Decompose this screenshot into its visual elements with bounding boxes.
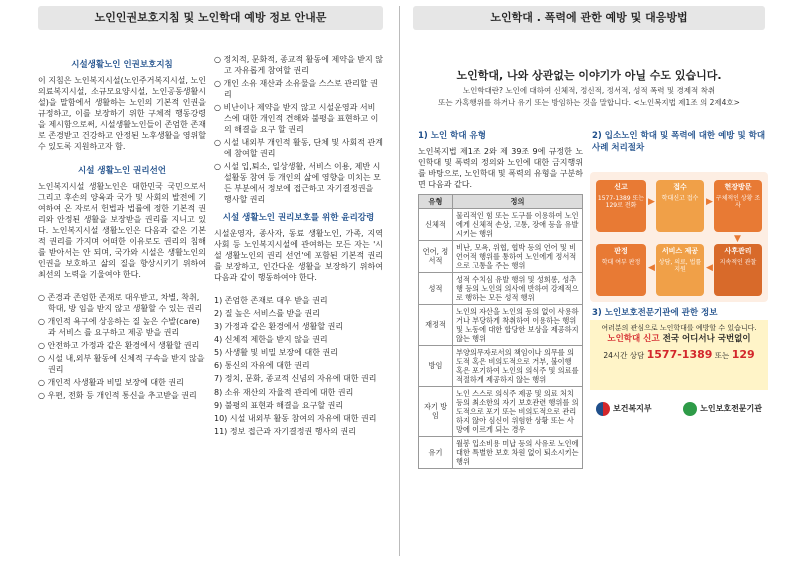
table-row <box>419 386 583 436</box>
arrow-down-icon: ▼ <box>734 234 741 244</box>
list-item: 9) 불평의 표현과 해결을 요구할 권리 <box>214 400 344 410</box>
headline: 노인학대, 나와 상관없는 이야기가 아닐 수도 있습니다. <box>456 69 722 82</box>
section-heading-procedure: 2) 입소노인 학대 및 폭력에 대한 예방 및 학대 사례 처리절차 <box>592 131 766 153</box>
arrow-right-icon: ▶ <box>648 197 655 207</box>
right-column-1 <box>418 127 583 469</box>
flow-step-desc: 상담, 의료, 법률 지원 <box>658 258 702 273</box>
abuse-type: 유기 <box>419 436 453 468</box>
abuse-type: 성적 <box>419 272 453 304</box>
list-item: 8) 소유 재산의 자율적 관리에 대한 권리 <box>214 387 354 397</box>
promo-report-label: 노인학대 신고 <box>607 333 660 344</box>
right-column-2 <box>592 127 768 157</box>
table-row <box>419 304 583 345</box>
promo-line-2 <box>590 334 768 346</box>
hotline-number-1: 1577-1389 <box>646 348 713 362</box>
table-row <box>419 345 583 386</box>
flow-step-desc: 학대 여부 판정 <box>601 258 641 266</box>
list-item: 2) 질 높은 서비스를 받을 권리 <box>214 309 320 319</box>
abuse-definition: 노인의 자산을 노인의 동의 없이 사용하거나 부당하게 착취하여 이용하는 행위 및 노동에 대한 합당한 보상을 제공하지 않는 행위 <box>453 304 583 345</box>
flow-step-service <box>656 244 704 296</box>
abuse-definition: 비난, 모욕, 위협, 협박 등의 언어 및 비언어적 행위를 통하여 노인에게 정서적으로 고통을 주는 행위 <box>453 240 583 272</box>
rights-declaration-text: 노인복지시설 생활노인은 대한민국 국민으로서 그리고 후손의 양육과 국가 및 사회의 발전에 기여하여 온 자로서 헌법과 법률에 정한 기본적 권리와 안정된 생활을 보장받을 권리를 지니고 있다. 노인복지시설 생활노인은 다음과 같은 기본적 권리를 가지며 어떠한 이유로도 권리의 침해를 받아서는 안 되며, 국가와 시설은 생활노인의 인권을 보호하고 삶의 질을 향상시키기 위하여 최선의 노력을 기울여야 한다. <box>38 181 206 279</box>
logo-row <box>590 392 768 426</box>
flow-step-label: 현장방문 <box>724 183 752 191</box>
promo-anywhere: 전국 어디서나 국번없이 <box>659 333 751 344</box>
abuse-type: 언어, 정서적 <box>419 240 453 272</box>
rights-list-a <box>38 292 206 401</box>
list-item: 10) 시설 내외부 활동 참여의 자유에 대한 권리 <box>214 413 377 423</box>
abuse-type: 자기 방임 <box>419 386 453 436</box>
section-heading-guideline: 시설생활노인 인권보호지침 <box>71 60 173 70</box>
list-item: ○ 시설 내,외부 활동에 신체적 구속을 받지 않을 권리 <box>38 354 205 375</box>
flow-step-label: 사후관리 <box>724 247 752 255</box>
promo-line-3 <box>590 347 768 362</box>
abuse-types-table <box>418 194 583 469</box>
procedure-flowchart <box>590 172 768 302</box>
list-item: 4) 신체적 제한을 받지 않을 권리 <box>214 335 328 345</box>
list-item: ○ 안전하고 가정과 같은 환경에서 생활할 권리 <box>38 341 200 351</box>
arrow-left-icon: ◀ <box>706 263 713 273</box>
flow-step-report <box>596 180 646 232</box>
hotline-promo <box>590 320 768 390</box>
list-item: 1) 존엄한 존재로 대우 받을 권리 <box>214 296 328 306</box>
agency-emblem-icon <box>683 402 697 416</box>
table-header-row <box>419 194 583 208</box>
section-heading-rights-declaration: 시설 생활노인 권리선언 <box>77 165 167 176</box>
abuse-type: 방임 <box>419 345 453 386</box>
promo-line-1: 여러분의 관심으로 노인학대를 예방할 수 있습니다. <box>601 324 757 332</box>
left-column-1 <box>38 56 206 403</box>
list-item: 3) 가정과 같은 환경에서 생활할 권리 <box>214 322 344 332</box>
ministry-emblem-icon <box>596 402 610 416</box>
agency-logo <box>683 402 762 416</box>
flow-step-desc: 구체적인 상황 조사 <box>715 194 761 209</box>
list-item: 5) 사생활 및 비밀 보장에 대한 권리 <box>214 348 338 358</box>
list-item: ○ 존경과 존엄한 존재로 대우받고, 차별, 착취, 학대, 방 임을 받지 않고 생활할 수 있는 권리 <box>38 292 203 313</box>
list-item: 6) 통신의 자유에 대한 권리 <box>214 361 310 371</box>
flow-step-label: 접수 <box>673 183 687 191</box>
section-heading-abuse-types: 1) 노인 학대 유형 <box>418 131 486 141</box>
list-item: ○ 개인 소유 재산과 소유물을 스스로 관리할 권리 <box>214 79 378 100</box>
abuse-types-intro: 노인복지법 제1조 2와 제 39조 9에 규정한 노인학대 및 폭력의 정의와 노인에 대한 금지행위를 바탕으로, 노인학대 및 폭력의 유형을 구분하면 다음과 같다. <box>418 146 583 189</box>
guideline-text: 이 지침은 노인복지시설(노인주거복지시설, 노인의료복지시설, 소규모요양시설, 노인공동생활시설)을 말함에서 생활하는 노인의 기본적 인권을 규정하고, 이를 보장하기 위한 구체적 행동강령을 제시함으로써, 시설생활노인들이 존엄한 존재로 존경받고 건강하고 안정된 노후생활을 영위할 수 있도록 지원하고자 함. <box>38 75 206 151</box>
table-header: 유형 <box>419 194 453 208</box>
flow-step-intake <box>656 180 704 232</box>
intro-line-2: 또는 가혹행위를 하거나 유기 또는 방임하는 것을 말합니다. <노인복지법 제1조 의 2제4호> <box>438 97 740 107</box>
table-row <box>419 240 583 272</box>
flow-step-desc: 학대신고 접수 <box>661 194 699 202</box>
abuse-definition: 월봉 입소비용 미납 등의 사유로 노인에 대한 특별한 보호 차원 없이 퇴소시키는 행위 <box>453 436 583 468</box>
table-row <box>419 272 583 304</box>
list-item: ○ 시설 입,퇴소, 일상생활, 서비스 이용, 제반 시설활동 참여 등 개인의 삶에 영향을 미치는 모든 부분에서 정보에 접근하고 자기결정권을 행사할 권리 <box>214 162 381 205</box>
flow-step-follow-up <box>714 244 762 296</box>
list-item: ○ 정치적, 문화적, 종교적 활동에 제약을 받지 않고 자유롭게 참여할 권리 <box>214 55 383 76</box>
left-column-2 <box>214 54 383 439</box>
ministry-logo <box>596 402 652 416</box>
arrow-left-icon: ◀ <box>648 263 655 273</box>
left-page-title: 노인인권보호지침 및 노인학대 예방 정보 안내문 <box>38 6 383 30</box>
agency-name: 노인보호전문기관 <box>700 404 762 414</box>
abuse-definition: 부양의무자로서의 책임이나 의무를 의도적 혹은 비의도적으로 거부, 불이행 혹은 포기하여 노인의 의식주 및 의료를 적절하게 제공하지 않는 행위 <box>453 345 583 386</box>
table-header: 정의 <box>453 194 583 208</box>
list-item: ○ 우편, 전화 등 개인적 통신을 추고받을 권리 <box>38 391 197 401</box>
rights-list-c <box>214 295 383 436</box>
table-row <box>419 436 583 468</box>
right-page-title: 노인학대 . 폭력에 관한 예방 및 대응방법 <box>413 6 765 30</box>
section-heading-agency: 3) 노인보호전문기관에 관한 정보 <box>592 308 718 318</box>
promo-or: 또는 <box>712 351 732 361</box>
promo-24h: 24시간 상담 <box>603 351 647 361</box>
hotline-number-2: 129 <box>731 348 755 362</box>
table-row <box>419 208 583 240</box>
flow-step-judgment <box>596 244 646 296</box>
right-intro <box>413 68 765 108</box>
intro-line-1: 노인학대란? 노인에 대하여 신체적, 정신적, 정서적, 성적 폭력 및 경제적 착취 <box>462 86 716 96</box>
ethics-code-text: 시설운영자, 종사자, 동료 생활노인, 가족, 지역사회 등 노인복지시설에 관여하는 모든 자는 '시설 생활노인의 권리 선언'에 포함된 기본적 권리를 보장하고, 인간다운 생활을 보장하기 위하여 다음과 같이 행동하여야 한다. <box>214 229 383 283</box>
arrow-right-icon: ▶ <box>706 197 713 207</box>
ministry-name: 보건복지부 <box>613 404 652 414</box>
abuse-type: 재정적 <box>419 304 453 345</box>
flow-step-label: 판정 <box>614 247 628 255</box>
abuse-type: 신체적 <box>419 208 453 240</box>
section-heading-ethics-code: 시설 생활노인 권리보호를 위한 윤리강령 <box>222 213 375 224</box>
page-divider <box>399 6 400 556</box>
flow-step-site-visit <box>714 180 762 232</box>
flow-step-desc: 지속적인 관찰 <box>719 258 757 266</box>
flow-step-desc: 1577-1389 또는 129로 전화 <box>597 194 645 209</box>
flow-step-label: 서비스 제공 <box>661 247 699 255</box>
list-item: ○ 비난이나 제약을 받지 않고 시설운영과 서비스에 대한 개인적 견해와 불평을 표현하고 이의 해결을 요구 할 권리 <box>214 103 379 135</box>
flow-step-label: 신고 <box>614 183 628 191</box>
abuse-definition: 노인 스스로 의식주 제공 및 의료 처치 등의 최소한의 자기 보호관련 행위를 의도적으로 포기 또는 비의도적으로 관리하지 않아 심신이 위험한 상황 또는 사망에 이르게 되는 경우 <box>453 386 583 436</box>
abuse-definition: 물리적인 힘 또는 도구를 이용하여 노인에게 신체적 손상, 고통, 장애 등을 유발시키는 행위 <box>453 208 583 240</box>
list-item: ○ 개인적 욕구에 상응하는 질 높은 수발(care)과 서비스 를 요구하고 제공 받을 권리 <box>38 317 200 338</box>
list-item: ○ 개인적 사생활과 비밀 보장에 대한 권리 <box>38 378 184 388</box>
abuse-definition: 성적 수치심 유발 행위 및 성희롱, 성추행 등의 노인의 의사에 반하여 강제적으로 행하는 모든 성적 행위 <box>453 272 583 304</box>
rights-list-b <box>214 54 383 205</box>
list-item: ○ 시설 내외부 개인적 활동, 단체 및 사회적 관계에 참여할 권리 <box>214 138 383 159</box>
list-item: 11) 정보 접근과 자기결정권 행사의 권리 <box>214 426 356 436</box>
list-item: 7) 정치, 문화, 종교적 신념의 자유에 대한 권리 <box>214 374 377 384</box>
